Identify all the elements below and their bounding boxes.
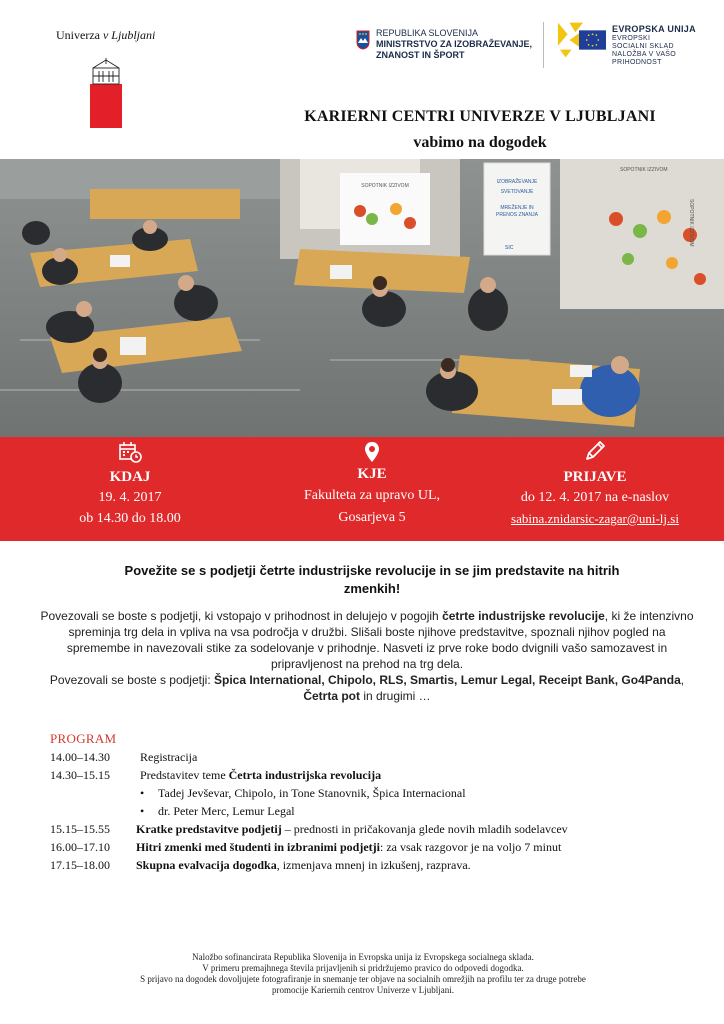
description-paragraph-1 (40, 608, 694, 672)
eu-title: EVROPSKA UNIJA (612, 24, 696, 34)
footer-line: Naložbo sofinancirata Republika Slovenija in Evropska unija iz Evropskega socialnega sklada. (192, 952, 534, 962)
p1-text-a: Povezovali se boste s podjetji, ki vstopajo v prihodnost in delujejo v pogojih (40, 609, 443, 623)
ministry-line-3: ZNANOST IN ŠPORT (376, 50, 465, 60)
lead-heading (92, 562, 652, 598)
footer-line: promocije Kariernih centrov Univerze v Ljubljani. (272, 985, 454, 995)
university-logo-icon (90, 58, 122, 128)
pencil-icon (583, 441, 607, 463)
photo-booth-sign-2: SOPOTNIK IZZIVOM (620, 167, 668, 173)
bullet-text: Tadej Jevševar, Chipolo, in Tone Stanovnik, Špica Internacional (158, 786, 466, 800)
p1-bold: četrte industrijske revolucije (442, 609, 605, 623)
photo-banner-line-4: PRENOS ZNANJA (496, 212, 538, 218)
p2-comma: , (680, 673, 685, 687)
photo-banner-line-1: IZOBRAŽEVANJE (496, 179, 538, 185)
program-desc: : za vsak razgovor je na voljo 7 minut (380, 840, 562, 854)
program-time: 14.30–15.15 (50, 768, 110, 782)
lead-line-1: Povežite se s podjetji četrte industrijske revolucije in se jim predstavite na hitrih (124, 563, 620, 578)
signup-column (480, 437, 710, 541)
description (40, 608, 694, 704)
program-time: 14.00–14.30 (50, 750, 110, 764)
photo-side-sign: SOPOTNIK IZZIVOM (688, 199, 694, 247)
ministry-line-2: MINISTRSTVO ZA IZOBRAŽEVANJE, (376, 39, 533, 49)
program-desc-bold: Kratke predstavitve podjetij (136, 822, 282, 836)
where-label: KJE (357, 466, 387, 482)
program-time: 15.15–15.55 (50, 822, 110, 836)
bullet-icon: • (140, 804, 145, 818)
university-name-city: v Ljubljani (102, 28, 156, 42)
when-date: 19. 4. 2017 (98, 490, 162, 505)
program-label: PROGRAM (50, 731, 117, 746)
university-name (56, 28, 155, 43)
lead-line-2: zmenkih! (343, 581, 401, 596)
signup-label: PRIJAVE (563, 469, 627, 485)
where-line-2: Gosarjeva 5 (338, 510, 406, 525)
bullet-text: dr. Peter Merc, Lemur Legal (158, 804, 295, 818)
when-time: ob 14.30 do 18.00 (79, 511, 181, 526)
where-column (272, 437, 472, 541)
footer-line: S prijavo na dogodek dovoljujete fotografiranje in snemanje ter objave na socialnih omrežjih na profilu ter za druge potrebe (140, 974, 586, 984)
eu-line-1: EVROPSKI (612, 35, 651, 42)
program-time: 17.15–18.00 (50, 858, 110, 872)
p2-text-end: in drugimi … (359, 689, 431, 703)
university-name-prefix: Univerza (56, 28, 103, 42)
ministry-logo (356, 28, 532, 61)
logo-divider (543, 22, 544, 68)
program-desc: Predstavitev teme (140, 768, 229, 782)
calendar-clock-icon (118, 441, 142, 463)
photo-banner-logo: SIC (505, 245, 514, 251)
page-subtitle: vabimo na dogodek (413, 134, 547, 151)
slovenia-crest-icon (356, 30, 370, 50)
when-column (40, 437, 220, 541)
bullet-icon: • (140, 786, 145, 800)
page-title: KARIERNI CENTRI UNIVERZE V LJUBLJANI (304, 108, 656, 125)
location-pin-icon (360, 441, 384, 463)
p2-company-last: Četrta pot (303, 689, 360, 703)
program-desc: Registracija (140, 750, 198, 764)
p2-company-list: Špica International, Chipolo, RLS, Smartis, Lemur Legal, Receipt Bank, Go4Panda (213, 673, 681, 687)
program-desc-bold: Hitri zmenki med študenti in izbranimi podjetji (136, 840, 380, 854)
program-time: 16.00–17.10 (50, 840, 110, 854)
eu-line-3: NALOŽBA V VAŠO PRIHODNOST (612, 51, 677, 66)
event-info-band (0, 437, 724, 541)
ministry-line-1: REPUBLIKA SLOVENIJA (376, 28, 479, 38)
signup-deadline: do 12. 4. 2017 na e-naslov (520, 490, 670, 505)
description-paragraph-2 (40, 672, 694, 704)
program-desc: – prednosti in pričakovanja glede novih mladih sodelavcev (281, 822, 568, 836)
event-photo (0, 159, 724, 437)
when-label: KDAJ (109, 469, 151, 485)
signup-email-link[interactable]: sabina.znidarsic-zagar@uni-lj.si (511, 511, 679, 526)
photo-booth-sign-1: SOPOTNIK IZZIVOM (361, 183, 409, 189)
footer-notes (80, 952, 646, 996)
photo-banner-line-3: MREŽENJE IN (500, 205, 534, 211)
photo-banner-line-2: SVETOVANJE (500, 189, 534, 195)
program-desc: , izmenjava mnenj in izkušenj, razprava. (276, 858, 471, 872)
program-desc-bold: Četrta industrijska revolucija (228, 768, 382, 782)
eu-line-2: SOCIALNI SKLAD (612, 43, 674, 50)
where-line-1: Fakulteta za upravo UL, (303, 488, 441, 503)
p1-text-c: , ki že intenzivno spreminja trg dela in vpliva na vsa področja v družbi. Slišali boste njihove predstavitve, spoznali njihov pogled na spremembe in navezovali stike za sodelovanje v prihodnje. Nasveti iz prve roke bodo dvignili vašo samozavest in pripravljenost na prehod na trg dela. (66, 609, 694, 671)
eu-flag-icon (579, 30, 606, 50)
p2-text-a: Povezovali se boste s podjetji: (49, 673, 214, 687)
eu-logo (556, 20, 724, 67)
footer-line: V primeru premajhnega števila prijavljenih si pridržujemo pravico do odpovedi dogodka. (202, 963, 524, 973)
program-desc-bold: Skupna evalvacija dogodka (136, 858, 277, 872)
